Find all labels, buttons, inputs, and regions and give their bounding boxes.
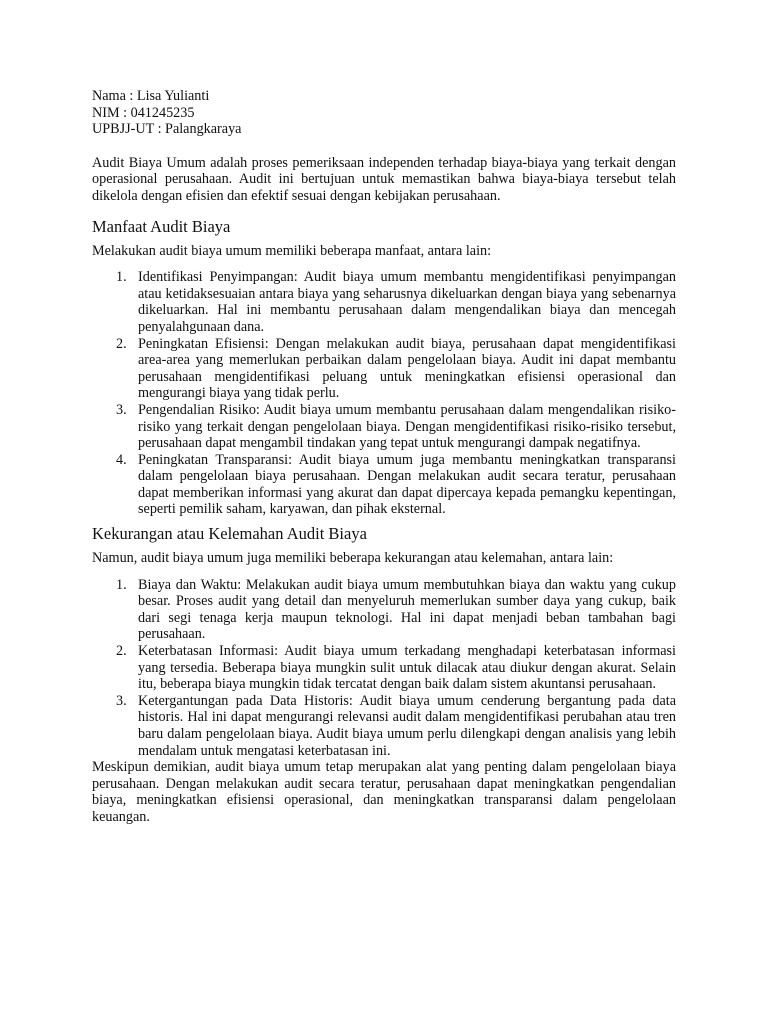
list-item [92, 336, 676, 402]
list-item-text: Identifikasi Penyimpangan: Audit biaya umum membantu mengidentifikasi penyimpangan atau ketidaksesuaian antara biaya yang seharusnya dikeluarkan dengan biaya yang sebenarnya dikeluarkan. Hal ini membantu perusahaan dalam mengendalikan biaya dan mencegah penyalahgunaan dana. [138, 269, 676, 335]
student-info [92, 88, 676, 138]
list-item-text: Pengendalian Risiko: Audit biaya umum membantu perusahaan dalam mengendalikan risiko-risiko yang terkait dengan pengelolaan biaya. Dengan mengidentifikasi risiko-risiko tersebut, perusahaan dapat mengambil tindakan yang tepat untuk mengurangi dampak negatifnya. [138, 401, 676, 452]
student-upbjj: UPBJJ-UT : Palangkaraya [92, 121, 242, 138]
list-item-text: Peningkatan Efisiensi: Dengan melakukan audit biaya, perusahaan dapat mengidentifikasi area-area yang memerlukan perbaikan dalam pengelolaan biaya. Audit ini dapat membantu perusahaan mengidentifikasi peluang untuk meningkatkan efisiensi operasional dan mengurangi biaya yang tidak perlu. [138, 335, 676, 402]
list-item [92, 402, 676, 452]
list-item-text: Peningkatan Transparansi: Audit biaya umum juga membantu meningkatkan transparansi dalam pengelolaan biaya perusahaan. Dengan melakukan audit secara teratur, perusahaan dapat memberikan informasi yang akurat dan dapat dipercaya kepada pemangku kepentingan, seperti pemilik saham, karyawan, dan pihak eksternal. [138, 451, 676, 518]
document-page [92, 88, 676, 826]
closing-paragraph: Meskipun demikian, audit biaya umum tetap merupakan alat yang penting dalam pengelolaan biaya perusahaan. Dengan melakukan audit secara teratur, perusahaan dapat meningkatkan pengendalian biaya, meningkatkan efisiensi operasional, dan meningkatkan transparansi dalam pengelolaan keuangan. [92, 759, 676, 825]
list-item-number: 1. [116, 576, 127, 593]
list-item [92, 643, 676, 693]
list-item-text: Ketergantungan pada Data Historis: Audit biaya umum cenderung bergantung pada data historis. Hal ini dapat mengurangi relevansi audit dalam mengidentifikasi perubahan atau tren baru dalam pengelolaan biaya. Audit biaya umum perlu dilengkapi dengan analisis yang lebih mendalam untuk mengatasi keterbatasan ini. [138, 692, 676, 759]
list-item-number: 3. [116, 692, 127, 709]
intro-paragraph: Audit Biaya Umum adalah proses pemeriksaan independen terhadap biaya-biaya yang terkait dengan operasional perusahaan. Audit ini bertujuan untuk memastikan bahwa biaya-biaya tersebut telah dikelola dengan efisien dan efektif sesuai dengan kebijakan perusahaan. [92, 154, 676, 204]
list-item [92, 693, 676, 759]
list-item-text: Biaya dan Waktu: Melakukan audit biaya umum membutuhkan biaya dan waktu yang cukup besar. Proses audit yang detail dan menyeluruh memerlukan sumber daya yang cukup, baik dari segi tenaga kerja maupun teknologi. Hal ini dapat menjadi beban tambahan bagi perusahaan. [138, 576, 676, 643]
list-item [92, 269, 676, 335]
student-nim: NIM : 041245235 [92, 104, 195, 121]
list-manfaat [92, 269, 676, 518]
list-item-number: 1. [116, 269, 127, 286]
section-lead-kekurangan: Namun, audit biaya umum juga memiliki beberapa kekurangan atau kelemahan, antara lain: [92, 550, 614, 567]
list-item-number: 4. [116, 451, 127, 468]
list-item-text: Keterbatasan Informasi: Audit biaya umum terkadang menghadapi keterbatasan informasi yang tersedia. Beberapa biaya mungkin sulit untuk dilacak atau diukur dengan akurat. Selain itu, beberapa biaya mungkin tidak tercatat dengan baik dalam sistem akuntansi perusahaan. [138, 643, 676, 693]
list-item-number: 3. [116, 401, 127, 418]
list-item [92, 577, 676, 643]
list-kekurangan [92, 577, 676, 760]
list-item-number: 2. [116, 643, 127, 660]
list-item [92, 452, 676, 518]
section-heading-kekurangan: Kekurangan atau Kelemahan Audit Biaya [92, 524, 367, 544]
section-heading-manfaat: Manfaat Audit Biaya [92, 216, 231, 236]
student-name: Nama : Lisa Yulianti [92, 88, 210, 104]
section-lead-manfaat: Melakukan audit biaya umum memiliki beberapa manfaat, antara lain: [92, 242, 492, 259]
list-item-number: 2. [116, 335, 127, 352]
